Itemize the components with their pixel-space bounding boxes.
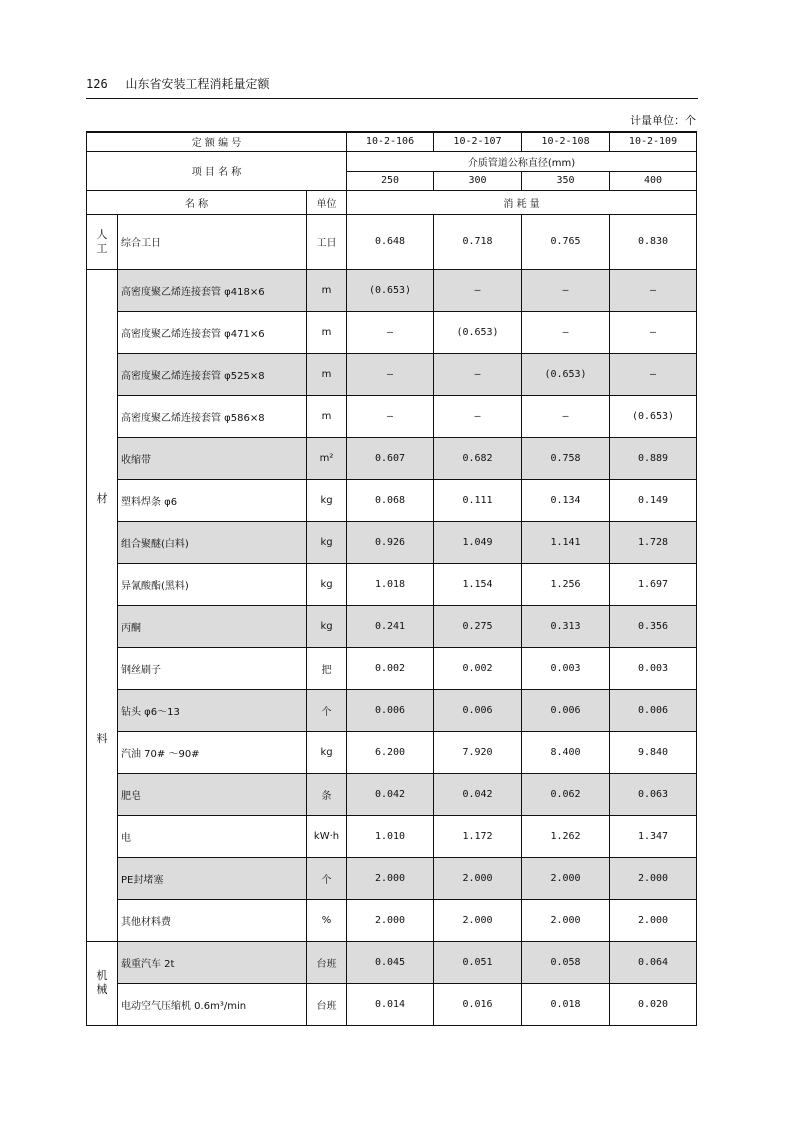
value-cell: 1.049	[434, 521, 522, 563]
value-cell: 2.000	[610, 899, 697, 941]
value-cell: 2.000	[522, 899, 610, 941]
value-cell: 1.010	[347, 815, 434, 857]
page-header	[86, 74, 698, 99]
item-unit: 个	[307, 857, 347, 899]
code-cell: 10-2-109	[610, 132, 697, 151]
machinery-row	[87, 983, 697, 1025]
item-unit: kg	[307, 605, 347, 647]
item-name-label: 项 目 名 称	[87, 151, 347, 190]
value-cell: 0.758	[522, 437, 610, 479]
value-cell: 0.765	[522, 214, 610, 269]
item-name: 丙酮	[118, 605, 307, 647]
book-title: 山东省安装工程消耗量定额	[125, 77, 270, 91]
item-unit: m	[307, 353, 347, 395]
value-cell: —	[347, 353, 434, 395]
value-cell: 0.607	[347, 437, 434, 479]
value-cell: 0.682	[434, 437, 522, 479]
code-cell: 10-2-106	[347, 132, 434, 151]
unit-label: 单位	[307, 190, 347, 214]
item-name: 异氰酸酯(黑料)	[118, 563, 307, 605]
item-name: 载重汽车 2t	[118, 941, 307, 983]
value-cell: 7.920	[434, 731, 522, 773]
value-cell: —	[522, 395, 610, 437]
value-cell: —	[522, 269, 610, 311]
item-unit: 个	[307, 689, 347, 731]
category-material-char-2: 料	[96, 731, 108, 745]
value-cell: 0.718	[434, 214, 522, 269]
category-labor-char-2: 工	[96, 241, 108, 255]
material-row	[87, 521, 697, 563]
value-cell: 0.016	[434, 983, 522, 1025]
item-name: PE封堵塞	[118, 857, 307, 899]
item-unit: 台班	[307, 983, 347, 1025]
item-unit: kg	[307, 563, 347, 605]
value-cell: 1.172	[434, 815, 522, 857]
pipe-diameter-label: 介质管道公称直径(mm)	[347, 151, 697, 171]
header-row-codes	[87, 132, 697, 151]
item-unit: kg	[307, 479, 347, 521]
material-row	[87, 731, 697, 773]
value-cell: 0.064	[610, 941, 697, 983]
quota-table	[86, 131, 697, 1026]
material-row	[87, 395, 697, 437]
item-unit: 条	[307, 773, 347, 815]
item-unit: kW·h	[307, 815, 347, 857]
item-name: 钻头 φ6～13	[118, 689, 307, 731]
value-cell: 1.141	[522, 521, 610, 563]
material-row	[87, 605, 697, 647]
item-name: 高密度聚乙烯连接套管 φ418×6	[118, 269, 307, 311]
category-machinery	[87, 941, 118, 1025]
item-name: 钢丝刷子	[118, 647, 307, 689]
value-cell: 9.840	[610, 731, 697, 773]
value-cell: 0.275	[434, 605, 522, 647]
diameter-cell: 300	[434, 171, 522, 190]
value-cell: 2.000	[522, 857, 610, 899]
item-unit: m	[307, 269, 347, 311]
item-unit: 工日	[307, 214, 347, 269]
value-cell: (0.653)	[347, 269, 434, 311]
value-cell: (0.653)	[434, 311, 522, 353]
item-name: 组合聚醚(白料)	[118, 521, 307, 563]
value-cell: 0.018	[522, 983, 610, 1025]
material-row	[87, 815, 697, 857]
item-unit: m²	[307, 437, 347, 479]
value-cell: 0.648	[347, 214, 434, 269]
value-cell: 2.000	[610, 857, 697, 899]
item-unit: m	[307, 395, 347, 437]
material-row	[87, 857, 697, 899]
value-cell: 0.002	[347, 647, 434, 689]
value-cell: 1.697	[610, 563, 697, 605]
item-name: 高密度聚乙烯连接套管 φ471×6	[118, 311, 307, 353]
value-cell: 0.068	[347, 479, 434, 521]
material-row	[87, 437, 697, 479]
value-cell: 0.111	[434, 479, 522, 521]
value-cell: 2.000	[434, 899, 522, 941]
value-cell: 1.347	[610, 815, 697, 857]
labor-row	[87, 214, 697, 269]
value-cell: 0.062	[522, 773, 610, 815]
material-row	[87, 647, 697, 689]
value-cell: 1.728	[610, 521, 697, 563]
category-labor-char-1: 人	[96, 227, 108, 241]
item-name: 收缩带	[118, 437, 307, 479]
value-cell: —	[434, 395, 522, 437]
value-cell: 0.830	[610, 214, 697, 269]
value-cell: 0.134	[522, 479, 610, 521]
material-row	[87, 311, 697, 353]
value-cell: 0.058	[522, 941, 610, 983]
consumption-label: 消 耗 量	[347, 190, 697, 214]
value-cell: 0.006	[522, 689, 610, 731]
material-row	[87, 899, 697, 941]
material-row	[87, 269, 697, 311]
code-cell: 10-2-107	[434, 132, 522, 151]
value-cell: 0.051	[434, 941, 522, 983]
value-cell: 0.313	[522, 605, 610, 647]
value-cell: 0.002	[434, 647, 522, 689]
item-name: 电动空气压缩机 0.6m³/min	[118, 983, 307, 1025]
material-row	[87, 353, 697, 395]
value-cell: 0.241	[347, 605, 434, 647]
value-cell: 0.889	[610, 437, 697, 479]
value-cell: (0.653)	[610, 395, 697, 437]
value-cell: 0.045	[347, 941, 434, 983]
item-name: 综合工日	[118, 214, 307, 269]
item-unit: 台班	[307, 941, 347, 983]
item-unit: kg	[307, 731, 347, 773]
value-cell: —	[347, 395, 434, 437]
value-cell: 0.063	[610, 773, 697, 815]
value-cell: 1.154	[434, 563, 522, 605]
item-name: 塑料焊条 φ6	[118, 479, 307, 521]
value-cell: 0.003	[522, 647, 610, 689]
category-material-char-1: 材	[96, 491, 108, 505]
value-cell: —	[610, 269, 697, 311]
value-cell: 0.042	[434, 773, 522, 815]
value-cell: —	[610, 311, 697, 353]
item-unit: 把	[307, 647, 347, 689]
value-cell: 2.000	[347, 899, 434, 941]
value-cell: —	[522, 311, 610, 353]
value-cell: 0.356	[610, 605, 697, 647]
item-name: 其他材料费	[118, 899, 307, 941]
category-material	[87, 269, 118, 941]
category-labor	[87, 214, 118, 269]
item-unit: kg	[307, 521, 347, 563]
value-cell: —	[434, 353, 522, 395]
value-cell: —	[347, 311, 434, 353]
material-row	[87, 689, 697, 731]
material-row	[87, 773, 697, 815]
value-cell: 1.018	[347, 563, 434, 605]
diameter-cell: 250	[347, 171, 434, 190]
item-unit: m	[307, 311, 347, 353]
header-row-columns	[87, 190, 697, 214]
value-cell: (0.653)	[522, 353, 610, 395]
code-cell: 10-2-108	[522, 132, 610, 151]
value-cell: 0.003	[610, 647, 697, 689]
header-row-diameter-label	[87, 151, 697, 171]
value-cell: 0.006	[434, 689, 522, 731]
item-name: 汽油 70# ～90#	[118, 731, 307, 773]
category-machinery-char-2: 械	[96, 983, 108, 996]
value-cell: 0.006	[347, 689, 434, 731]
name-label: 名 称	[87, 190, 307, 214]
unit-note: 计量单位：个	[630, 114, 696, 127]
value-cell: 0.014	[347, 983, 434, 1025]
value-cell: 1.262	[522, 815, 610, 857]
item-name: 肥皂	[118, 773, 307, 815]
material-row	[87, 479, 697, 521]
diameter-cell: 400	[610, 171, 697, 190]
value-cell: 0.006	[610, 689, 697, 731]
item-unit: %	[307, 899, 347, 941]
value-cell: —	[610, 353, 697, 395]
value-cell: 0.149	[610, 479, 697, 521]
value-cell: 0.020	[610, 983, 697, 1025]
value-cell: 0.042	[347, 773, 434, 815]
value-cell: 1.256	[522, 563, 610, 605]
page-number: 126	[86, 77, 108, 91]
category-machinery-char-1: 机	[96, 969, 108, 982]
item-name: 电	[118, 815, 307, 857]
diameter-cell: 350	[522, 171, 610, 190]
value-cell: 6.200	[347, 731, 434, 773]
material-row	[87, 563, 697, 605]
value-cell: 8.400	[522, 731, 610, 773]
value-cell: 2.000	[347, 857, 434, 899]
quota-number-label: 定 额 编 号	[87, 132, 347, 151]
value-cell: 0.926	[347, 521, 434, 563]
value-cell: 2.000	[434, 857, 522, 899]
item-name: 高密度聚乙烯连接套管 φ586×8	[118, 395, 307, 437]
value-cell: —	[434, 269, 522, 311]
item-name: 高密度聚乙烯连接套管 φ525×8	[118, 353, 307, 395]
machinery-row	[87, 941, 697, 983]
